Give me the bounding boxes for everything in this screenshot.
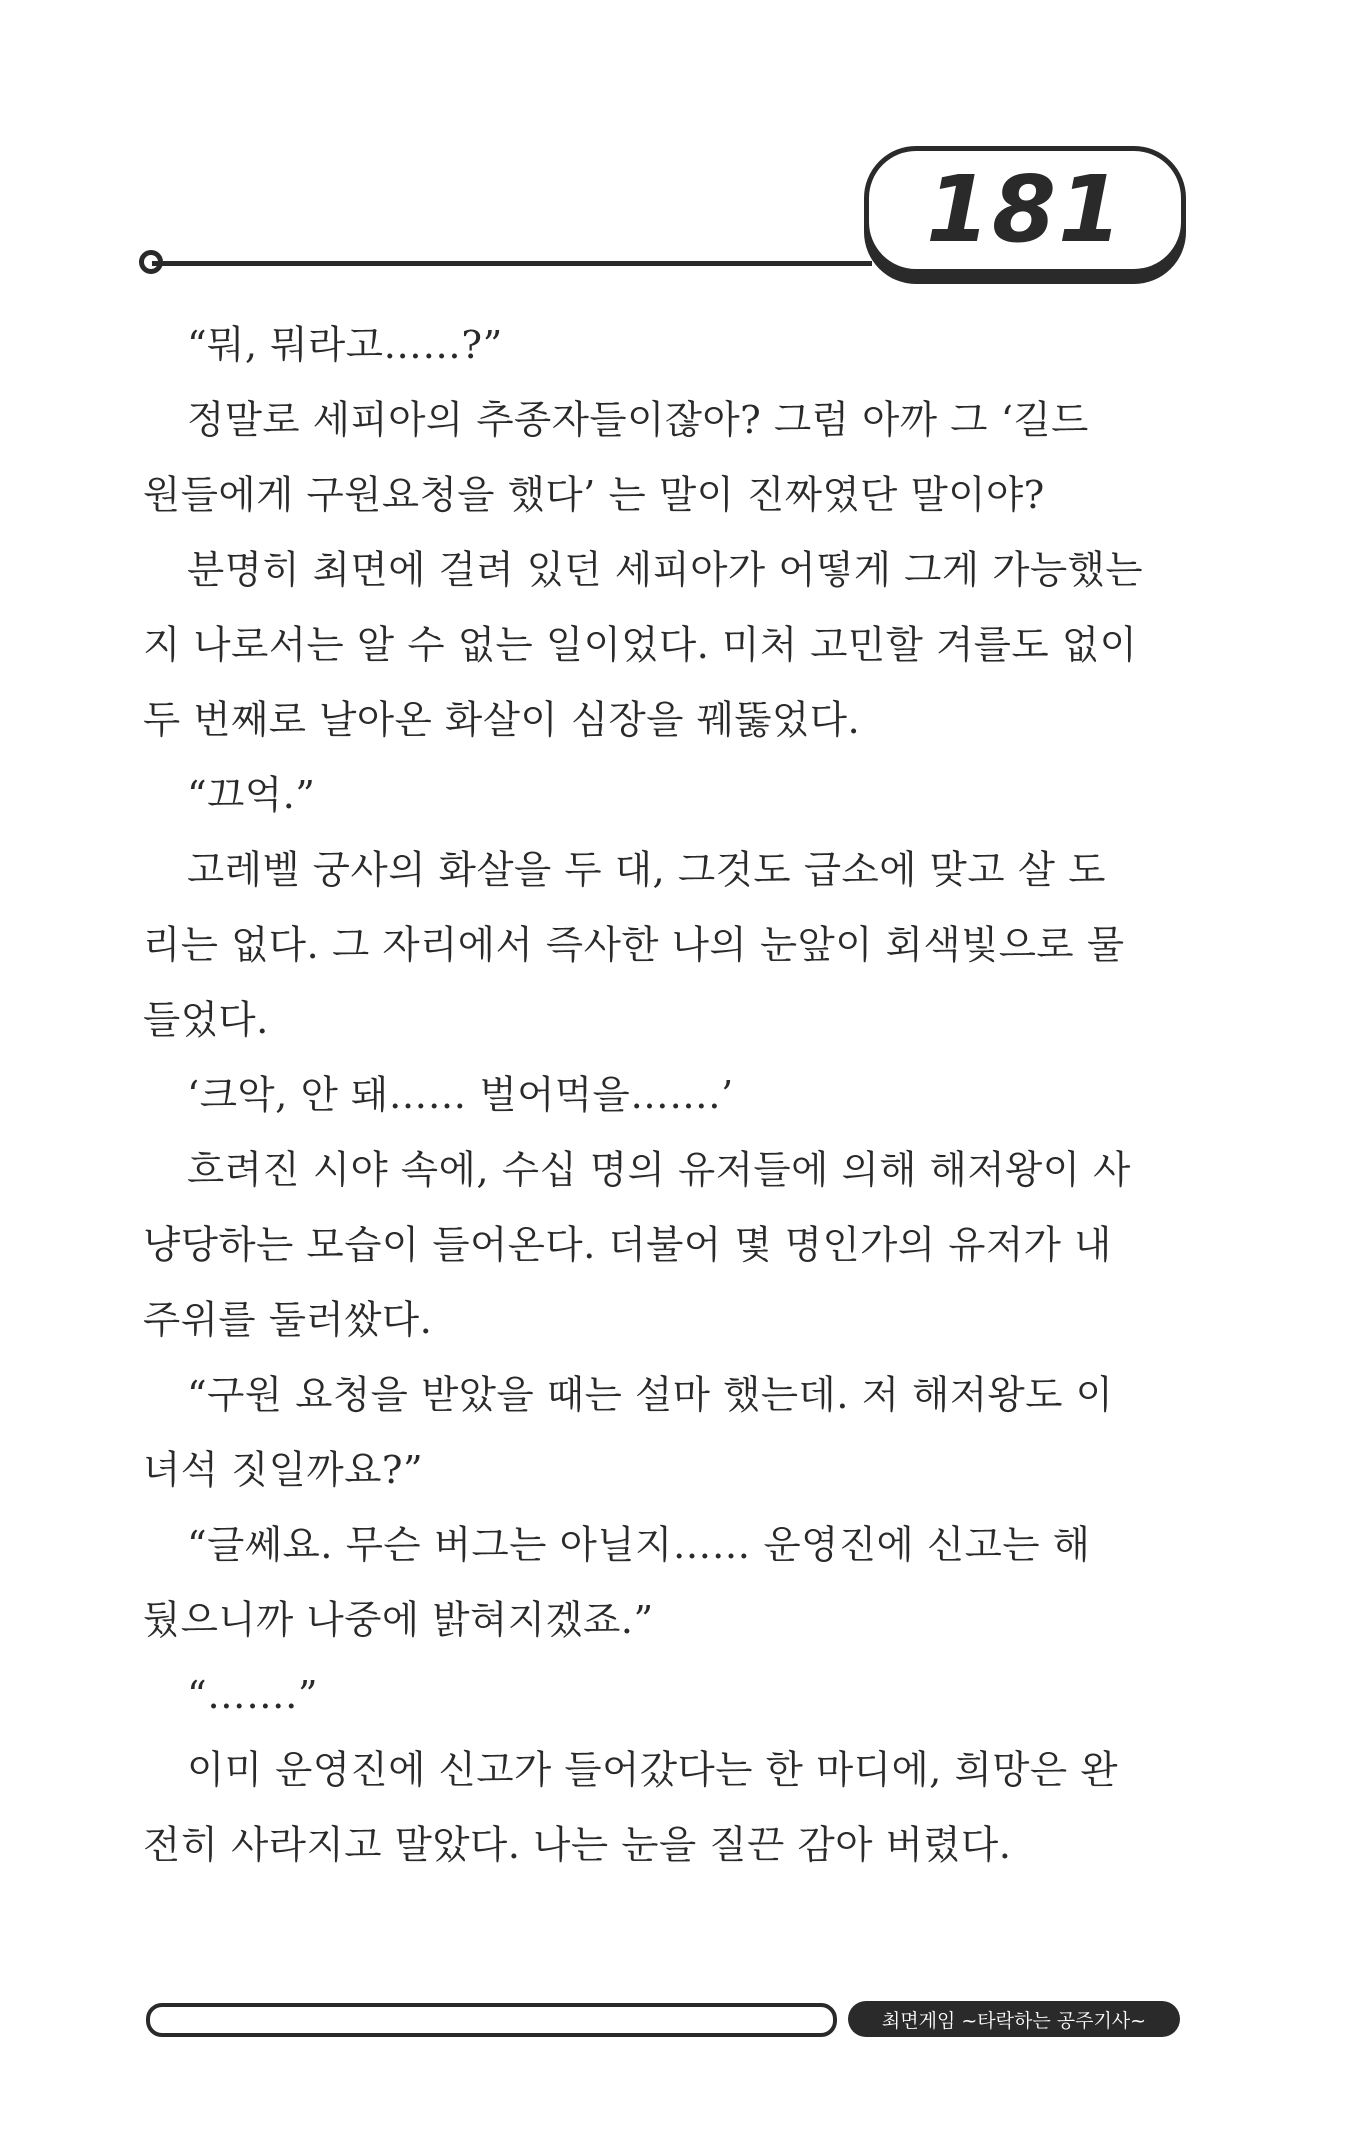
text-line: 지 나로서는 알 수 없는 일이었다. 미처 고민할 겨를도 없이 (143, 623, 1138, 668)
text-line: 원들에게 구원요청을 했다’ 는 말이 진짜였단 말이야? (143, 473, 1045, 518)
text-line: “구원 요청을 받았을 때는 설마 했는데. 저 해저왕도 이 (187, 1373, 1114, 1418)
book-title: 최면게임 ~타락하는 공주기사~ (881, 2009, 1147, 2032)
page-number: 181 (925, 156, 1125, 263)
text-line: 분명히 최면에 걸려 있던 세피아가 어떻게 그게 가능했는 (187, 548, 1144, 593)
text-line: 두 번째로 날아온 화살이 심장을 꿰뚫었다. (143, 698, 861, 743)
footer-rule-bar (146, 2003, 837, 2037)
text-line: “끄억.” (187, 773, 316, 818)
text-line: 주위를 둘러쌌다. (143, 1298, 433, 1343)
text-line: 정말로 세피아의 추종자들이잖아? 그럼 아까 그 ‘길드 (187, 398, 1089, 443)
text-line: 뒀으니까 나중에 밝혀지겠죠.” (143, 1598, 654, 1643)
text-line: 흐려진 시야 속에, 수십 명의 유저들에 의해 해저왕이 사 (187, 1148, 1131, 1193)
text-line: 리는 없다. 그 자리에서 즉사한 나의 눈앞이 회색빛으로 물 (143, 923, 1125, 968)
page-text (143, 308, 1183, 1883)
text-line: “…….” (187, 1673, 319, 1718)
text-line: “뭐, 뭐라고……?” (187, 323, 503, 368)
text-line: “글쎄요. 무슨 버그는 아닐지…… 운영진에 신고는 해 (187, 1523, 1091, 1568)
footer-title-badge (848, 2001, 1180, 2037)
text-line: 냥당하는 모습이 들어온다. 더불어 몇 명인가의 유저가 내 (143, 1223, 1112, 1268)
text-line: 녀석 짓일까요?” (143, 1448, 424, 1493)
header-rule (152, 261, 872, 266)
text-line: 전히 사라지고 말았다. 나는 눈을 질끈 감아 버렸다. (143, 1823, 1012, 1868)
page-number-badge (864, 146, 1186, 274)
text-line: 이미 운영진에 신고가 들어갔다는 한 마디에, 희망은 완 (187, 1748, 1119, 1793)
text-line: 고레벨 궁사의 화살을 두 대, 그것도 급소에 맞고 살 도 (187, 848, 1106, 893)
text-line: 들었다. (143, 998, 269, 1043)
text-line: ‘크악, 안 돼…… 벌어먹을…….’ (187, 1073, 734, 1118)
